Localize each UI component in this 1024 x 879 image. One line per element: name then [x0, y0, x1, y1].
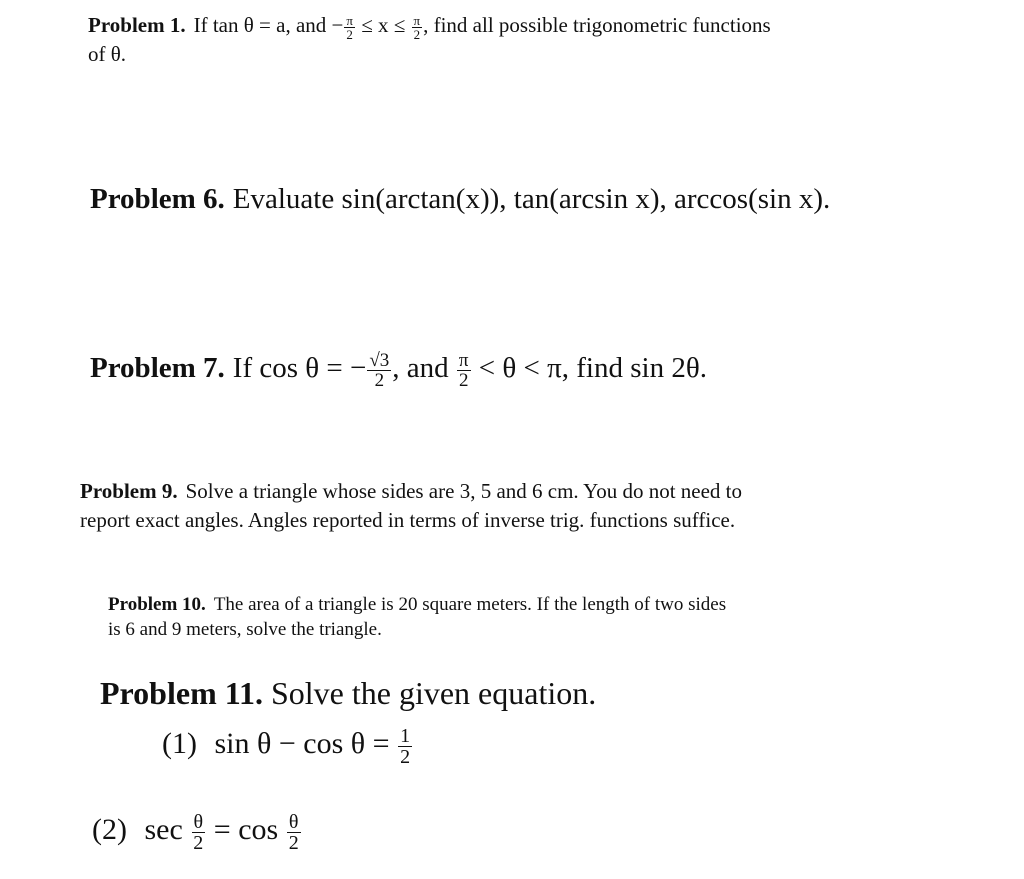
problem-10 [108, 592, 726, 642]
equation-1-fraction [398, 726, 412, 767]
problem-11-equation-2 [92, 808, 302, 853]
problem-6-text: Evaluate sin(arctan(x)), tan(arcsin x), arccos(sin x). [232, 183, 831, 215]
equation-2-label: (2) [92, 813, 127, 846]
fraction-denominator: 2 [458, 369, 469, 391]
problem-10-line-1 [108, 592, 726, 617]
problem-11 [100, 672, 596, 714]
problem-10-line-2: is 6 and 9 meters, solve the triangle. [108, 619, 382, 640]
problem-10-text-line-1: The area of a triangle is 20 square meters. If the length of two sides [213, 594, 727, 615]
problem-7-fraction-2 [457, 351, 471, 390]
problem-1-fraction-2 [412, 14, 423, 41]
fraction-numerator: π [413, 12, 421, 28]
equation-2-mid: = cos [206, 813, 286, 846]
problem-11-equation-1 [162, 722, 413, 767]
problem-9-heading: Problem 9. [80, 479, 178, 503]
problem-6 [90, 180, 830, 218]
problem-7-text-mid: , and [392, 352, 456, 384]
problem-6-heading: Problem 6. [90, 183, 225, 215]
equation-1-label: (1) [162, 727, 197, 760]
problem-9-line-2: report exact angles. Angles reported in terms of inverse trig. functions suffice. [80, 508, 736, 532]
equation-2-fraction-1 [191, 812, 205, 853]
problem-9-line-1 [80, 477, 742, 506]
fraction-numerator: π [346, 12, 353, 28]
fraction-numerator: θ [193, 810, 204, 833]
problem-1-line-1 [88, 12, 771, 41]
problem-11-text: Solve the given equation. [270, 675, 597, 711]
problem-7-fraction-1 [367, 351, 391, 390]
problem-1-text-after: , find all possible trigonometric functions [423, 13, 771, 37]
problem-7-text-before: If cos θ = − [232, 352, 367, 384]
fraction-denominator: 2 [346, 26, 353, 42]
equation-1-text: sin θ − cos θ = [214, 727, 398, 760]
problem-9-text-line-1: Solve a triangle whose sides are 3, 5 and 6 cm. You do not need to [185, 479, 743, 503]
fraction-denominator: 2 [288, 831, 299, 854]
fraction-denominator: 2 [400, 745, 411, 768]
problem-7 [90, 346, 707, 390]
fraction-numerator: √3 [369, 349, 390, 371]
equation-2-sec: sec [144, 813, 191, 846]
problem-1 [88, 12, 771, 67]
fraction-numerator: θ [288, 810, 299, 833]
fraction-numerator: π [458, 349, 469, 371]
fraction-denominator: 2 [413, 26, 421, 42]
problem-1-line-2: of θ. [88, 41, 127, 66]
problem-1-text-mid: ≤ x ≤ [355, 13, 411, 37]
equation-2-fraction-2 [287, 812, 301, 853]
problem-10-heading: Problem 10. [108, 594, 206, 615]
problem-11-heading: Problem 11. [100, 675, 263, 711]
fraction-denominator: 2 [193, 831, 204, 854]
problem-1-heading: Problem 1. [88, 13, 186, 37]
problem-7-heading: Problem 7. [90, 352, 225, 384]
problem-1-fraction-1 [344, 14, 355, 41]
problem-9 [80, 477, 742, 535]
fraction-denominator: 2 [374, 369, 385, 391]
problem-7-text-after: < θ < π, find sin 2θ. [471, 352, 707, 384]
fraction-numerator: 1 [400, 724, 411, 747]
problem-1-text-before: If tan θ = a, and − [193, 13, 344, 37]
